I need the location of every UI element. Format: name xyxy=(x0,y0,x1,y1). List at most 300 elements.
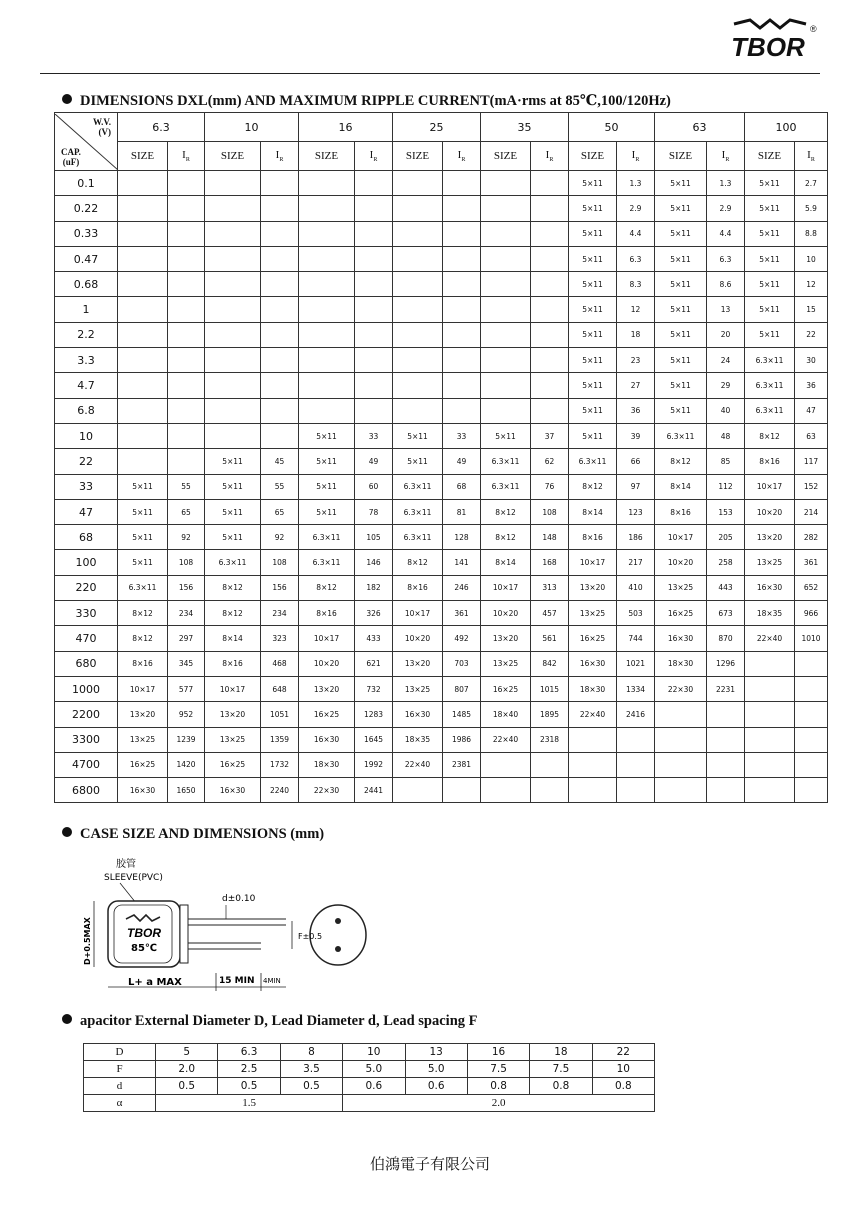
company-logo xyxy=(720,16,820,66)
size-cell: 18×35 xyxy=(745,601,795,626)
ext-section-title: apacitor External Diameter D, Lead Diameter d, Lead spacing F xyxy=(62,1013,478,1030)
cap-cell: 1000 xyxy=(55,676,118,701)
ripple-cell: 153 xyxy=(707,499,745,524)
dim-cell: 3.5 xyxy=(280,1061,342,1078)
ripple-cell: 108 xyxy=(531,499,569,524)
ripple-cell xyxy=(355,297,393,322)
size-cell xyxy=(393,246,443,271)
ripple-cell: 152 xyxy=(795,474,828,499)
sleeve-label: SLEEVE(PVC) xyxy=(104,873,163,883)
ripple-cell: 4.4 xyxy=(617,221,655,246)
ripple-cell xyxy=(443,398,481,423)
ripple-cell xyxy=(707,702,745,727)
dim-cell: 5.0 xyxy=(343,1061,405,1078)
size-cell: 18×30 xyxy=(569,676,617,701)
size-cell: 8×16 xyxy=(118,651,168,676)
ripple-cell: 33 xyxy=(355,423,393,448)
ripple-cell: 703 xyxy=(443,651,481,676)
size-cell: 8×14 xyxy=(205,626,261,651)
ripple-cell xyxy=(531,322,569,347)
ripple-cell: 1650 xyxy=(168,778,205,803)
size-cell: 5×11 xyxy=(205,525,261,550)
size-cell xyxy=(299,322,355,347)
ripple-cell: 652 xyxy=(795,575,828,600)
ripple-cell: 577 xyxy=(168,676,205,701)
d-max-label: D+0.5MAX xyxy=(83,917,92,965)
dim-cell: 5 xyxy=(156,1044,218,1061)
ripple-cell: 37 xyxy=(531,423,569,448)
ir-col-header xyxy=(795,142,828,171)
ripple-cell: 246 xyxy=(443,575,481,600)
size-cell xyxy=(205,297,261,322)
size-cell xyxy=(118,221,168,246)
ripple-cell: 65 xyxy=(261,499,299,524)
voltage-header: 63 xyxy=(655,113,745,142)
ir-subscript: R xyxy=(810,157,815,164)
table-row xyxy=(55,727,828,752)
size-cell: 8×12 xyxy=(118,626,168,651)
size-cell xyxy=(745,651,795,676)
sub-header-row xyxy=(55,142,828,171)
size-cell: 16×25 xyxy=(299,702,355,727)
dim-cell: 0.6 xyxy=(405,1078,467,1095)
size-cell: 10×17 xyxy=(655,525,707,550)
size-cell: 6.3×11 xyxy=(299,550,355,575)
size-cell: 5×11 xyxy=(745,272,795,297)
ripple-cell: 648 xyxy=(261,676,299,701)
cap-cell: 3.3 xyxy=(55,348,118,373)
table-row xyxy=(55,348,828,373)
ripple-cell xyxy=(261,246,299,271)
size-cell: 8×16 xyxy=(655,499,707,524)
ripple-cell: 66 xyxy=(617,449,655,474)
ripple-cell xyxy=(261,272,299,297)
ripple-cell: 297 xyxy=(168,626,205,651)
dim-cell: 22 xyxy=(592,1044,654,1061)
size-cell xyxy=(655,702,707,727)
ir-col-header xyxy=(707,142,745,171)
size-cell: 18×30 xyxy=(299,752,355,777)
size-cell xyxy=(299,221,355,246)
ripple-cell: 1296 xyxy=(707,651,745,676)
size-cell: 13×20 xyxy=(118,702,168,727)
dim-row-label: α xyxy=(84,1095,156,1112)
size-cell: 13×20 xyxy=(481,626,531,651)
size-cell: 18×30 xyxy=(655,651,707,676)
ir-symbol: I xyxy=(369,148,374,161)
cap-cell: 6800 xyxy=(55,778,118,803)
size-cell: 6.3×11 xyxy=(393,525,443,550)
size-cell: 16×25 xyxy=(205,752,261,777)
ripple-cell: 36 xyxy=(795,373,828,398)
size-cell: 5×11 xyxy=(655,221,707,246)
ripple-cell: 5.9 xyxy=(795,196,828,221)
ripple-cell: 2416 xyxy=(617,702,655,727)
ripple-cell xyxy=(531,246,569,271)
size-cell: 13×25 xyxy=(481,651,531,676)
dim-cell: 2.5 xyxy=(218,1061,280,1078)
size-cell xyxy=(481,246,531,271)
size-cell: 13×20 xyxy=(205,702,261,727)
ripple-cell xyxy=(261,398,299,423)
ripple-cell: 744 xyxy=(617,626,655,651)
size-cell: 6.3×11 xyxy=(655,423,707,448)
bullet-icon xyxy=(62,827,72,837)
ripple-cell: 30 xyxy=(795,348,828,373)
size-cell: 6.3×11 xyxy=(393,499,443,524)
ripple-cell xyxy=(531,373,569,398)
size-cell: 8×12 xyxy=(481,525,531,550)
ripple-cell: 1239 xyxy=(168,727,205,752)
ripple-cell: 8.6 xyxy=(707,272,745,297)
size-cell: 18×35 xyxy=(393,727,443,752)
ripple-cell: 1.3 xyxy=(617,171,655,196)
size-cell xyxy=(655,727,707,752)
table-row xyxy=(55,272,828,297)
ripple-cell xyxy=(261,348,299,373)
size-cell: 5×11 xyxy=(569,423,617,448)
ir-subscript: R xyxy=(279,157,284,164)
cap-cell: 47 xyxy=(55,499,118,524)
ripple-cell: 1359 xyxy=(261,727,299,752)
size-cell: 8×14 xyxy=(569,499,617,524)
size-cell: 16×30 xyxy=(745,575,795,600)
size-cell: 5×11 xyxy=(569,322,617,347)
size-cell: 13×25 xyxy=(745,550,795,575)
size-cell xyxy=(569,752,617,777)
size-cell: 5×11 xyxy=(655,272,707,297)
ripple-cell: 168 xyxy=(531,550,569,575)
ripple-cell xyxy=(168,221,205,246)
dim-row-d xyxy=(84,1078,655,1095)
size-cell: 8×12 xyxy=(655,449,707,474)
ripple-cell: 2231 xyxy=(707,676,745,701)
ripple-cell xyxy=(355,272,393,297)
ripple-cell xyxy=(355,221,393,246)
size-cell: 10×20 xyxy=(745,499,795,524)
size-cell xyxy=(745,676,795,701)
cap-cell: 0.33 xyxy=(55,221,118,246)
ripple-cell: 55 xyxy=(168,474,205,499)
size-cell: 6.3×11 xyxy=(299,525,355,550)
ripple-cell: 1986 xyxy=(443,727,481,752)
size-cell xyxy=(118,297,168,322)
table-row xyxy=(55,423,828,448)
size-cell xyxy=(745,702,795,727)
table-row xyxy=(55,322,828,347)
size-cell xyxy=(118,246,168,271)
ripple-cell xyxy=(261,322,299,347)
ripple-cell: 65 xyxy=(168,499,205,524)
size-cell xyxy=(481,778,531,803)
size-cell: 16×30 xyxy=(205,778,261,803)
size-cell: 5×11 xyxy=(118,550,168,575)
size-cell xyxy=(118,171,168,196)
ripple-cell: 148 xyxy=(531,525,569,550)
size-cell xyxy=(393,322,443,347)
ripple-cell xyxy=(261,221,299,246)
ripple-cell xyxy=(531,297,569,322)
size-cell: 13×25 xyxy=(655,575,707,600)
size-cell xyxy=(118,398,168,423)
size-cell xyxy=(569,727,617,752)
ripple-cell: 68 xyxy=(443,474,481,499)
sleeve-cn-label: 胶管 xyxy=(116,859,136,870)
table-row xyxy=(55,676,828,701)
cap-cell: 4700 xyxy=(55,752,118,777)
ripple-cell: 282 xyxy=(795,525,828,550)
ripple-cell: 1021 xyxy=(617,651,655,676)
ripple-cell: 1992 xyxy=(355,752,393,777)
dim-cell: 8 xyxy=(280,1044,342,1061)
size-cell xyxy=(481,297,531,322)
size-cell: 10×17 xyxy=(481,575,531,600)
size-cell xyxy=(299,246,355,271)
size-cell: 8×16 xyxy=(393,575,443,600)
ripple-cell: 4.4 xyxy=(707,221,745,246)
table-row xyxy=(55,373,828,398)
size-cell: 5×11 xyxy=(745,221,795,246)
dim-cell: 6.3 xyxy=(218,1044,280,1061)
size-cell: 16×30 xyxy=(655,626,707,651)
size-cell: 16×25 xyxy=(118,752,168,777)
dim-row-label: D xyxy=(84,1044,156,1061)
ripple-cell: 345 xyxy=(168,651,205,676)
size-cell: 5×11 xyxy=(569,297,617,322)
size-cell xyxy=(569,778,617,803)
ripple-cell xyxy=(261,171,299,196)
ripple-cell: 6.3 xyxy=(707,246,745,271)
size-cell xyxy=(205,348,261,373)
ripple-cell: 732 xyxy=(355,676,393,701)
cap-cell: 0.47 xyxy=(55,246,118,271)
cap-label: CAP. (uF) xyxy=(61,146,81,167)
ir-symbol: I xyxy=(545,148,550,161)
size-cell: 5×11 xyxy=(393,449,443,474)
voltage-header: 16 xyxy=(299,113,393,142)
ripple-cell: 1.3 xyxy=(707,171,745,196)
ripple-cell xyxy=(707,778,745,803)
ripple-cell: 49 xyxy=(355,449,393,474)
dim-cell: 0.5 xyxy=(156,1078,218,1095)
size-cell: 13×20 xyxy=(569,575,617,600)
size-col-header: SIZE xyxy=(393,142,443,171)
size-cell: 8×12 xyxy=(299,575,355,600)
size-cell xyxy=(481,196,531,221)
size-cell xyxy=(481,171,531,196)
ir-col-header xyxy=(355,142,393,171)
cap-cell: 2200 xyxy=(55,702,118,727)
size-cell: 16×25 xyxy=(481,676,531,701)
size-cell xyxy=(118,449,168,474)
size-cell: 8×14 xyxy=(481,550,531,575)
ripple-cell xyxy=(168,373,205,398)
size-cell: 8×12 xyxy=(118,601,168,626)
size-cell: 10×20 xyxy=(481,601,531,626)
ripple-cell: 468 xyxy=(261,651,299,676)
ripple-cell: 18 xyxy=(617,322,655,347)
cap-cell: 100 xyxy=(55,550,118,575)
size-cell xyxy=(118,373,168,398)
size-cell: 5×11 xyxy=(569,171,617,196)
size-cell: 16×30 xyxy=(569,651,617,676)
ripple-cell: 2.9 xyxy=(617,196,655,221)
size-cell: 22×40 xyxy=(745,626,795,651)
size-cell: 10×17 xyxy=(205,676,261,701)
ripple-cell: 457 xyxy=(531,601,569,626)
ripple-cell: 621 xyxy=(355,651,393,676)
ripple-cell xyxy=(355,373,393,398)
ripple-cell: 63 xyxy=(795,423,828,448)
size-cell: 6.3×11 xyxy=(481,449,531,474)
size-cell: 10×20 xyxy=(299,651,355,676)
diagram-temp: 85℃ xyxy=(130,943,158,954)
ir-col-header xyxy=(617,142,655,171)
size-cell xyxy=(299,398,355,423)
ripple-cell: 2.9 xyxy=(707,196,745,221)
table-row xyxy=(55,778,828,803)
ripple-cell: 156 xyxy=(168,575,205,600)
ripple-cell: 105 xyxy=(355,525,393,550)
size-cell: 8×12 xyxy=(205,601,261,626)
size-cell: 8×14 xyxy=(655,474,707,499)
size-cell: 8×16 xyxy=(299,601,355,626)
dim-cell: 0.5 xyxy=(218,1078,280,1095)
size-cell: 13×20 xyxy=(393,651,443,676)
ripple-cell: 6.3 xyxy=(617,246,655,271)
size-cell xyxy=(205,272,261,297)
size-cell: 5×11 xyxy=(745,297,795,322)
ripple-cell: 361 xyxy=(443,601,481,626)
size-cell: 5×11 xyxy=(299,499,355,524)
ripple-cell: 128 xyxy=(443,525,481,550)
size-cell xyxy=(393,221,443,246)
size-cell xyxy=(745,727,795,752)
size-cell: 5×11 xyxy=(393,423,443,448)
ripple-cell xyxy=(168,272,205,297)
ripple-cell: 45 xyxy=(261,449,299,474)
dim-cell: 0.5 xyxy=(280,1078,342,1095)
cap-cell: 6.8 xyxy=(55,398,118,423)
size-cell: 8×16 xyxy=(569,525,617,550)
size-cell: 10×17 xyxy=(569,550,617,575)
ripple-cell xyxy=(795,676,828,701)
size-cell xyxy=(205,246,261,271)
ir-symbol: I xyxy=(457,148,462,161)
dim-cell: 0.8 xyxy=(467,1078,529,1095)
table-row xyxy=(55,449,828,474)
ripple-cell: 81 xyxy=(443,499,481,524)
size-cell xyxy=(205,221,261,246)
size-cell xyxy=(299,297,355,322)
size-cell xyxy=(299,196,355,221)
size-cell xyxy=(481,752,531,777)
size-cell: 13×25 xyxy=(118,727,168,752)
size-cell: 5×11 xyxy=(205,474,261,499)
length-label: L+ a MAX xyxy=(128,977,182,988)
voltage-header: 25 xyxy=(393,113,481,142)
size-cell xyxy=(205,322,261,347)
ripple-cell xyxy=(443,272,481,297)
cap-cell: 10 xyxy=(55,423,118,448)
size-cell xyxy=(481,272,531,297)
ripple-cell xyxy=(531,221,569,246)
ripple-cell: 503 xyxy=(617,601,655,626)
ripple-cell xyxy=(355,322,393,347)
ripple-cell: 870 xyxy=(707,626,745,651)
ripple-cell: 12 xyxy=(795,272,828,297)
voltage-header: 10 xyxy=(205,113,299,142)
size-cell xyxy=(655,752,707,777)
ripple-cell: 62 xyxy=(531,449,569,474)
size-cell xyxy=(118,196,168,221)
ripple-cell xyxy=(795,651,828,676)
ripple-cell xyxy=(707,752,745,777)
size-cell: 5×11 xyxy=(569,348,617,373)
ripple-cell xyxy=(531,398,569,423)
ripple-cell xyxy=(795,727,828,752)
size-cell xyxy=(481,221,531,246)
size-cell: 5×11 xyxy=(299,474,355,499)
ripple-cell: 1732 xyxy=(261,752,299,777)
ripple-cell xyxy=(531,272,569,297)
ripple-cell: 146 xyxy=(355,550,393,575)
ripple-cell: 48 xyxy=(707,423,745,448)
ripple-cell: 156 xyxy=(261,575,299,600)
size-cell: 6.3×11 xyxy=(745,398,795,423)
size-cell xyxy=(118,322,168,347)
size-cell xyxy=(393,348,443,373)
dim-row-label: d xyxy=(84,1078,156,1095)
ripple-cell: 15 xyxy=(795,297,828,322)
ripple-cell: 117 xyxy=(795,449,828,474)
ripple-cell: 2240 xyxy=(261,778,299,803)
ripple-cell: 27 xyxy=(617,373,655,398)
size-cell: 13×20 xyxy=(299,676,355,701)
size-cell: 5×11 xyxy=(569,272,617,297)
size-cell: 5×11 xyxy=(481,423,531,448)
ripple-cell xyxy=(443,297,481,322)
size-cell xyxy=(205,373,261,398)
dim-cell: 0.8 xyxy=(592,1078,654,1095)
size-cell: 5×11 xyxy=(655,348,707,373)
ripple-cell xyxy=(443,778,481,803)
cap-cell: 1 xyxy=(55,297,118,322)
size-cell xyxy=(205,171,261,196)
size-cell xyxy=(118,272,168,297)
size-cell: 16×30 xyxy=(393,702,443,727)
size-col-header: SIZE xyxy=(569,142,617,171)
table-row xyxy=(55,550,828,575)
wv-label: W.V. (V) xyxy=(92,116,111,137)
size-cell xyxy=(745,778,795,803)
ripple-cell xyxy=(443,196,481,221)
cap-cell: 4.7 xyxy=(55,373,118,398)
dim-cell: 13 xyxy=(405,1044,467,1061)
ripple-cell: 78 xyxy=(355,499,393,524)
size-cell xyxy=(745,752,795,777)
ripple-cell: 2441 xyxy=(355,778,393,803)
capacitor-diagram xyxy=(76,857,376,997)
size-cell: 5×11 xyxy=(205,449,261,474)
ripple-cell: 326 xyxy=(355,601,393,626)
ir-subscript: R xyxy=(635,157,640,164)
ripple-cell xyxy=(168,423,205,448)
dim-cell: 5.0 xyxy=(405,1061,467,1078)
size-cell: 6.3×11 xyxy=(118,575,168,600)
dim-cell: 7.5 xyxy=(467,1061,529,1078)
ripple-cell xyxy=(168,297,205,322)
